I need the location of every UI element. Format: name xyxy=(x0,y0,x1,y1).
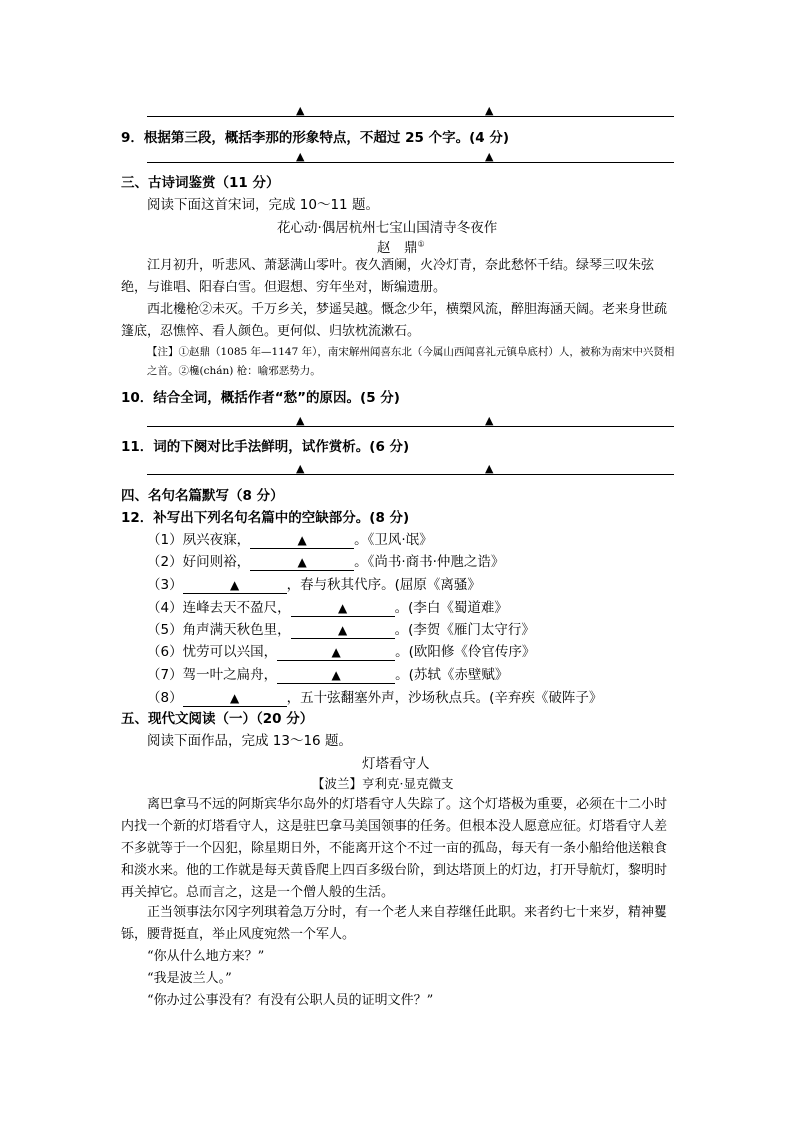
story-dialogue-3-text: “你办过公事没有？有没有公职人员的证明文件？” xyxy=(147,993,434,1008)
fill-blank[interactable] xyxy=(250,533,354,549)
poem-title: 花心动·偶居杭州七宝山国清寺冬夜作 xyxy=(277,220,498,236)
fill-item-num: （2） xyxy=(147,554,183,570)
answer-marker: ▲ xyxy=(229,578,240,592)
story-dialogue-2 xyxy=(121,968,676,990)
fill-item xyxy=(147,663,508,684)
story-paragraph-2 xyxy=(121,902,676,946)
fill-item-post: 。(苏轼《赤壁赋》 xyxy=(395,667,509,683)
fill-item xyxy=(147,640,535,661)
poem-stanza-1 xyxy=(121,255,676,299)
question-12: 12．补写出下列名句名篇中的空缺部分。(8 分) xyxy=(121,510,410,526)
fill-item-post: ，春与秋其代序。(屈原《离骚》 xyxy=(286,577,481,593)
poem-note xyxy=(147,343,675,381)
story-dialogue-1-text: “你从什么地方来？” xyxy=(147,949,265,964)
fill-item-num: （6） xyxy=(147,644,183,660)
fill-item-post: ，五十弦翻塞外声，沙场秋点兵。(辛弃疾《破阵子》 xyxy=(286,690,603,706)
answer-marker: ▲ xyxy=(485,414,494,427)
answer-marker: ▲ xyxy=(296,462,305,475)
fill-item xyxy=(147,686,602,707)
fill-item xyxy=(147,618,535,639)
answer-marker: ▲ xyxy=(296,104,305,117)
answer-marker: ▲ xyxy=(297,533,307,547)
fill-item-post: 。(李白《蜀道难》 xyxy=(394,600,508,616)
fill-item-post: 。《尚书·商书·仲虺之诰》 xyxy=(354,554,505,570)
poem-stanza-2 xyxy=(121,299,676,343)
answer-marker: ▲ xyxy=(297,555,307,569)
poem-author-name: 赵 鼎 xyxy=(377,240,418,256)
fill-item-num: （5） xyxy=(147,622,183,638)
question-11: 11．词的下阕对比手法鲜明，试作赏析。(6 分) xyxy=(121,439,410,455)
fill-item-post: 。《卫风·氓》 xyxy=(354,532,433,548)
section-5-intro: 阅读下面作品，完成 13～16 题。 xyxy=(147,733,352,749)
story-dialogue-3 xyxy=(121,990,676,1012)
section-4-heading: 四、名句名篇默写（8 分） xyxy=(121,488,284,504)
answer-marker: ▲ xyxy=(337,623,348,637)
answer-line xyxy=(147,474,674,475)
fill-item xyxy=(147,550,504,571)
fill-blank[interactable] xyxy=(277,645,395,661)
fill-item-pre: 好问则裕， xyxy=(182,554,251,570)
poem-note-text: 【注】①赵鼎（1085 年—1147 年），南宋解州闻喜东北（今属山西闻喜礼元镇阜底村）人，被称为南宋中兴贤相之首。②欃(chán) 枪：喻邪恶势力。 xyxy=(147,346,675,377)
answer-marker: ▲ xyxy=(485,462,494,475)
fill-item-num: （8） xyxy=(147,690,183,706)
story-dialogue-2-text: “我是波兰人。” xyxy=(147,971,232,986)
poem-author xyxy=(377,236,425,256)
answer-marker: ▲ xyxy=(485,104,494,117)
answer-line xyxy=(147,426,674,427)
fill-blank[interactable] xyxy=(183,691,287,707)
fill-item-pre: 驾一叶之扁舟， xyxy=(182,667,278,683)
answer-marker: ▲ xyxy=(229,691,240,705)
answer-line xyxy=(147,162,674,163)
story-author: 【波兰】亨利克·显克微支 xyxy=(312,776,454,791)
fill-item-pre: 连峰去天不盈尺， xyxy=(182,600,291,616)
fill-item-pre: 忧劳可以兴国， xyxy=(182,644,278,660)
fill-item-num: （1） xyxy=(147,532,183,548)
fill-item-post: 。(欧阳修《伶官传序》 xyxy=(395,644,536,660)
fill-blank[interactable] xyxy=(291,601,395,617)
answer-marker: ▲ xyxy=(331,645,341,659)
answer-marker: ▲ xyxy=(331,668,341,682)
fill-blank[interactable] xyxy=(291,623,395,639)
footnote-mark: ① xyxy=(417,239,425,249)
answer-marker: ▲ xyxy=(296,414,305,427)
fill-item xyxy=(147,596,508,617)
fill-blank[interactable] xyxy=(183,578,287,594)
fill-item-pre: 角声满天秋色里， xyxy=(182,622,291,638)
section-3-heading: 三、古诗词鉴赏（11 分） xyxy=(121,175,280,191)
fill-item xyxy=(147,528,433,549)
fill-item-num: （4） xyxy=(147,600,183,616)
story-title: 灯塔看守人 xyxy=(362,756,430,772)
fill-item-post: 。(李贺《雁门太守行》 xyxy=(394,622,535,638)
poem-stanza-1-text: 江月初升，听悲风、萧瑟满山零叶。夜久酒阑，火冷灯青，奈此愁怀千结。绿琴三叹朱弦绝，与谁唱、阳春白雪。但遐想、穷年坐对，断编遗册。 xyxy=(121,258,655,295)
fill-blank[interactable] xyxy=(277,668,395,684)
answer-marker: ▲ xyxy=(485,150,494,163)
section-3-intro: 阅读下面这首宋词，完成 10～11 题。 xyxy=(147,197,379,213)
section-5-heading: 五、现代文阅读（一）（20 分） xyxy=(121,711,314,727)
answer-marker: ▲ xyxy=(296,150,305,163)
answer-line xyxy=(147,116,674,117)
fill-item-num: （3） xyxy=(147,577,183,593)
fill-item xyxy=(147,573,481,594)
story-paragraph-1 xyxy=(121,794,676,904)
fill-blank[interactable] xyxy=(250,555,354,571)
answer-marker: ▲ xyxy=(337,601,348,615)
story-dialogue-1 xyxy=(121,946,676,968)
fill-item-num: （7） xyxy=(147,667,183,683)
question-9: 9．根据第三段，概括李那的形象特点，不超过 25 个字。(4 分) xyxy=(121,130,510,146)
question-10: 10．结合全词，概括作者“愁”的原因。(5 分) xyxy=(121,390,400,406)
story-paragraph-1-text: 离巴拿马不远的阿斯宾华尔岛外的灯塔看守人失踪了。这个灯塔极为重要，必须在十二小时内找一个新的灯塔看守人，这是驻巴拿马美国领事的任务。但根本没人愿意应征。灯塔看守人差不多就等于一个囚犯，除星期日外，不能离开这个不过一亩的孤岛，每天有一条小船给他送粮食和淡水来。他的工作就是每天黄昏爬上四百多级台阶，到达塔顶上的灯边，打开导航灯，黎明时再关掉它。总而言之，这是一个僧人般的生活。 xyxy=(121,797,668,900)
story-paragraph-2-text: 正当领事法尔冈字列琪着急万分时，有一个老人来自荐继任此职。来者约七十来岁，精神矍铄，腰背挺直，举止风度宛然一个军人。 xyxy=(121,905,668,942)
fill-item-pre: 夙兴夜寐， xyxy=(182,532,251,548)
poem-stanza-2-text: 西北欃枪②未灭。千万乡关，梦遥吴越。慨念少年，横槊风流，醉胆海涵天阔。老来身世疏篷底，忍憔悴、看人颜色。更何似、归欤枕流漱石。 xyxy=(121,302,668,339)
